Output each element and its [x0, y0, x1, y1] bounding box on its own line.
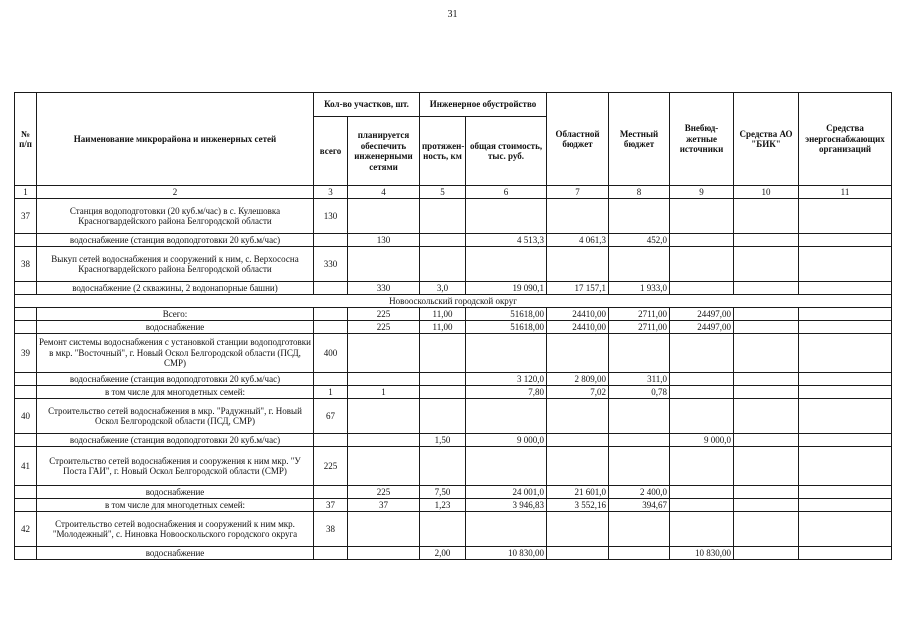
energy-funds-cell: [799, 373, 892, 386]
column-number: 8: [609, 186, 670, 199]
row-number-cell: 38: [15, 247, 37, 282]
total-sites-cell: [314, 434, 348, 447]
header-total: всего: [314, 117, 348, 186]
extra-budget-cell: [670, 486, 734, 499]
column-number: 1: [15, 186, 37, 199]
bik-funds-cell: [734, 399, 799, 434]
planned-sites-cell: [348, 447, 420, 486]
total-cost-cell: [466, 447, 547, 486]
local-budget-cell: [609, 547, 670, 560]
local-budget-cell: 311,0: [609, 373, 670, 386]
total-cost-cell: [466, 334, 547, 373]
row-name-cell: Всего:: [37, 308, 314, 321]
table-row: [15, 386, 892, 399]
bik-funds-cell: [734, 512, 799, 547]
bik-funds-cell: [734, 199, 799, 234]
row-number-cell: 41: [15, 447, 37, 486]
length-km-cell: [420, 334, 466, 373]
bik-funds-cell: [734, 447, 799, 486]
row-name-cell: в том числе для многодетных семей:: [37, 386, 314, 399]
extra-budget-cell: [670, 334, 734, 373]
length-km-cell: 2,00: [420, 547, 466, 560]
length-km-cell: [420, 199, 466, 234]
row-name-cell: водоснабжение (станция водоподготовки 20 куб.м/час): [37, 234, 314, 247]
energy-funds-cell: [799, 499, 892, 512]
planned-sites-cell: 225: [348, 321, 420, 334]
table-row: [15, 199, 892, 234]
row-number-cell: 40: [15, 399, 37, 434]
row-name-cell: Строительство сетей водоснабжения в мкр. "Радужный", г. Новый Оскол Белгородской области (ПСД, СМР): [37, 399, 314, 434]
extra-budget-cell: [670, 499, 734, 512]
local-budget-cell: [609, 399, 670, 434]
table-row: [15, 486, 892, 499]
length-km-cell: 7,50: [420, 486, 466, 499]
column-numbers-row: [15, 186, 892, 199]
total-cost-cell: [466, 512, 547, 547]
row-name-cell: Ремонт системы водоснабжения с установкой станции водоподготовки в мкр. "Восточный", г. Новый Оскол Белгородской области (ПСД, СМР): [37, 334, 314, 373]
extra-budget-cell: [670, 447, 734, 486]
section-title: Новооскольский городской округ: [15, 295, 892, 308]
row-name-cell: Строительство сетей водоснабжения и сооружений к ним мкр. "Молодежный", с. Ниновка Новооскольского городского округа: [37, 512, 314, 547]
bik-funds-cell: [734, 308, 799, 321]
header-planned: планируется обеспечить инженерными сетями: [348, 117, 420, 186]
local-budget-cell: 394,67: [609, 499, 670, 512]
table-row: [15, 247, 892, 282]
column-number: 6: [466, 186, 547, 199]
energy-funds-cell: [799, 234, 892, 247]
table-row: [15, 234, 892, 247]
extra-budget-cell: [670, 399, 734, 434]
header-num: № п/п: [15, 93, 37, 186]
table-row: [15, 547, 892, 560]
local-budget-cell: [609, 512, 670, 547]
local-budget-cell: [609, 434, 670, 447]
planned-sites-cell: 1: [348, 386, 420, 399]
table-row: [15, 308, 892, 321]
header-group-engineering: Инженерное обустройство: [420, 93, 547, 117]
total-sites-cell: [314, 282, 348, 295]
length-km-cell: [420, 512, 466, 547]
planned-sites-cell: 130: [348, 234, 420, 247]
total-sites-cell: 330: [314, 247, 348, 282]
row-name-cell: водоснабжение (2 скважины, 2 водонапорные башни): [37, 282, 314, 295]
row-number-cell: [15, 308, 37, 321]
header-length: протяжен-ность, км: [420, 117, 466, 186]
energy-funds-cell: [799, 282, 892, 295]
table-row: [15, 512, 892, 547]
planned-sites-cell: [348, 434, 420, 447]
extra-budget-cell: [670, 234, 734, 247]
page-number: 31: [447, 9, 458, 20]
table-row: [15, 282, 892, 295]
local-budget-cell: 1 933,0: [609, 282, 670, 295]
header-name: Наименование микрорайона и инженерных сетей: [37, 93, 314, 186]
planned-sites-cell: 37: [348, 499, 420, 512]
total-cost-cell: 9 000,0: [466, 434, 547, 447]
total-sites-cell: 1: [314, 386, 348, 399]
total-sites-cell: 38: [314, 512, 348, 547]
total-cost-cell: 19 090,1: [466, 282, 547, 295]
extra-budget-cell: 24497,00: [670, 308, 734, 321]
header-group-sites: Кол-во участков, шт.: [314, 93, 420, 117]
length-km-cell: [420, 447, 466, 486]
regional-budget-cell: 24410,00: [547, 308, 609, 321]
regional-budget-cell: 3 552,16: [547, 499, 609, 512]
length-km-cell: [420, 386, 466, 399]
header-regional: Областной бюджет: [547, 93, 609, 186]
local-budget-cell: 2 400,0: [609, 486, 670, 499]
total-cost-cell: 10 830,00: [466, 547, 547, 560]
table-row: [15, 434, 892, 447]
extra-budget-cell: 24497,00: [670, 321, 734, 334]
regional-budget-cell: 4 061,3: [547, 234, 609, 247]
total-sites-cell: [314, 373, 348, 386]
total-sites-cell: 67: [314, 399, 348, 434]
investment-table: [14, 92, 892, 560]
length-km-cell: 3,0: [420, 282, 466, 295]
total-cost-cell: 3 120,0: [466, 373, 547, 386]
row-name-cell: водоснабжение: [37, 321, 314, 334]
header-cost: общая стоимость, тыс. руб.: [466, 117, 547, 186]
total-sites-cell: [314, 308, 348, 321]
row-name-cell: Строительство сетей водоснабжения и сооружения к ним мкр. "У Поста ГАИ", г. Новый Оскол Белгородской области (СМР): [37, 447, 314, 486]
energy-funds-cell: [799, 308, 892, 321]
column-number: 9: [670, 186, 734, 199]
column-number: 11: [799, 186, 892, 199]
extra-budget-cell: 10 830,00: [670, 547, 734, 560]
energy-funds-cell: [799, 447, 892, 486]
length-km-cell: 1,50: [420, 434, 466, 447]
total-cost-cell: 4 513,3: [466, 234, 547, 247]
extra-budget-cell: [670, 512, 734, 547]
planned-sites-cell: 225: [348, 308, 420, 321]
regional-budget-cell: 17 157,1: [547, 282, 609, 295]
length-km-cell: [420, 247, 466, 282]
regional-budget-cell: [547, 399, 609, 434]
row-number-cell: [15, 386, 37, 399]
length-km-cell: 11,00: [420, 308, 466, 321]
extra-budget-cell: [670, 373, 734, 386]
total-cost-cell: [466, 199, 547, 234]
extra-budget-cell: [670, 386, 734, 399]
column-number: 5: [420, 186, 466, 199]
bik-funds-cell: [734, 234, 799, 247]
regional-budget-cell: 24410,00: [547, 321, 609, 334]
total-sites-cell: [314, 486, 348, 499]
row-number-cell: [15, 499, 37, 512]
local-budget-cell: [609, 199, 670, 234]
bik-funds-cell: [734, 321, 799, 334]
total-sites-cell: [314, 321, 348, 334]
regional-budget-cell: [547, 447, 609, 486]
local-budget-cell: 2711,00: [609, 308, 670, 321]
row-number-cell: 39: [15, 334, 37, 373]
row-name-cell: Выкуп сетей водоснабжения и сооружений к ним, с. Верхососна Красногвардейского района Белгородской области: [37, 247, 314, 282]
total-cost-cell: [466, 247, 547, 282]
bik-funds-cell: [734, 334, 799, 373]
row-name-cell: водоснабжение: [37, 547, 314, 560]
row-number-cell: [15, 373, 37, 386]
length-km-cell: [420, 399, 466, 434]
bik-funds-cell: [734, 247, 799, 282]
regional-budget-cell: [547, 434, 609, 447]
bik-funds-cell: [734, 499, 799, 512]
bik-funds-cell: [734, 373, 799, 386]
column-number: 4: [348, 186, 420, 199]
regional-budget-cell: [547, 512, 609, 547]
energy-funds-cell: [799, 399, 892, 434]
row-number-cell: 42: [15, 512, 37, 547]
extra-budget-cell: [670, 199, 734, 234]
table-row: [15, 373, 892, 386]
energy-funds-cell: [799, 512, 892, 547]
extra-budget-cell: [670, 282, 734, 295]
total-cost-cell: 24 001,0: [466, 486, 547, 499]
extra-budget-cell: [670, 247, 734, 282]
column-number: 3: [314, 186, 348, 199]
total-sites-cell: 130: [314, 199, 348, 234]
planned-sites-cell: [348, 547, 420, 560]
row-number-cell: [15, 234, 37, 247]
column-number: 2: [37, 186, 314, 199]
total-cost-cell: [466, 399, 547, 434]
length-km-cell: [420, 234, 466, 247]
regional-budget-cell: [547, 547, 609, 560]
regional-budget-cell: [547, 247, 609, 282]
total-sites-cell: 37: [314, 499, 348, 512]
bik-funds-cell: [734, 547, 799, 560]
total-cost-cell: 7,80: [466, 386, 547, 399]
energy-funds-cell: [799, 247, 892, 282]
planned-sites-cell: [348, 373, 420, 386]
total-cost-cell: 51618,00: [466, 321, 547, 334]
table-row: [15, 447, 892, 486]
planned-sites-cell: 330: [348, 282, 420, 295]
row-name-cell: в том числе для многодетных семей:: [37, 499, 314, 512]
row-number-cell: [15, 547, 37, 560]
energy-funds-cell: [799, 321, 892, 334]
header-energy: Средства энергоснабжающих организаций: [799, 93, 892, 186]
local-budget-cell: [609, 334, 670, 373]
row-name-cell: водоснабжение (станция водоподготовки 20 куб.м/час): [37, 373, 314, 386]
planned-sites-cell: [348, 334, 420, 373]
local-budget-cell: 452,0: [609, 234, 670, 247]
local-budget-cell: [609, 247, 670, 282]
regional-budget-cell: 2 809,00: [547, 373, 609, 386]
table-row: [15, 399, 892, 434]
regional-budget-cell: 7,02: [547, 386, 609, 399]
row-number-cell: 37: [15, 199, 37, 234]
regional-budget-cell: [547, 199, 609, 234]
total-sites-cell: 400: [314, 334, 348, 373]
row-name-cell: Станция водоподготовки (20 куб.м/час) в с. Кулешовка Красногвардейского района Белгородской области: [37, 199, 314, 234]
length-km-cell: 11,00: [420, 321, 466, 334]
planned-sites-cell: 225: [348, 486, 420, 499]
energy-funds-cell: [799, 547, 892, 560]
row-number-cell: [15, 321, 37, 334]
energy-funds-cell: [799, 434, 892, 447]
section-row: [15, 295, 892, 308]
local-budget-cell: 2711,00: [609, 321, 670, 334]
length-km-cell: 1,23: [420, 499, 466, 512]
row-number-cell: [15, 282, 37, 295]
total-sites-cell: [314, 547, 348, 560]
length-km-cell: [420, 373, 466, 386]
row-number-cell: [15, 434, 37, 447]
total-sites-cell: 225: [314, 447, 348, 486]
local-budget-cell: [609, 447, 670, 486]
header-bik: Средства АО "БИК": [734, 93, 799, 186]
row-name-cell: водоснабжение: [37, 486, 314, 499]
planned-sites-cell: [348, 199, 420, 234]
energy-funds-cell: [799, 199, 892, 234]
table-row: [15, 499, 892, 512]
planned-sites-cell: [348, 399, 420, 434]
row-number-cell: [15, 486, 37, 499]
energy-funds-cell: [799, 386, 892, 399]
total-sites-cell: [314, 234, 348, 247]
table-row: [15, 334, 892, 373]
planned-sites-cell: [348, 512, 420, 547]
total-cost-cell: 3 946,83: [466, 499, 547, 512]
local-budget-cell: 0,78: [609, 386, 670, 399]
bik-funds-cell: [734, 486, 799, 499]
planned-sites-cell: [348, 247, 420, 282]
total-cost-cell: 51618,00: [466, 308, 547, 321]
bik-funds-cell: [734, 386, 799, 399]
header-extra: Внебюд-жетные источники: [670, 93, 734, 186]
table-row: [15, 321, 892, 334]
extra-budget-cell: 9 000,0: [670, 434, 734, 447]
energy-funds-cell: [799, 334, 892, 373]
regional-budget-cell: [547, 334, 609, 373]
row-name-cell: водоснабжение (станция водоподготовки 20 куб.м/час): [37, 434, 314, 447]
header-local: Местный бюджет: [609, 93, 670, 186]
regional-budget-cell: 21 601,0: [547, 486, 609, 499]
bik-funds-cell: [734, 434, 799, 447]
column-number: 7: [547, 186, 609, 199]
bik-funds-cell: [734, 282, 799, 295]
energy-funds-cell: [799, 486, 892, 499]
column-number: 10: [734, 186, 799, 199]
